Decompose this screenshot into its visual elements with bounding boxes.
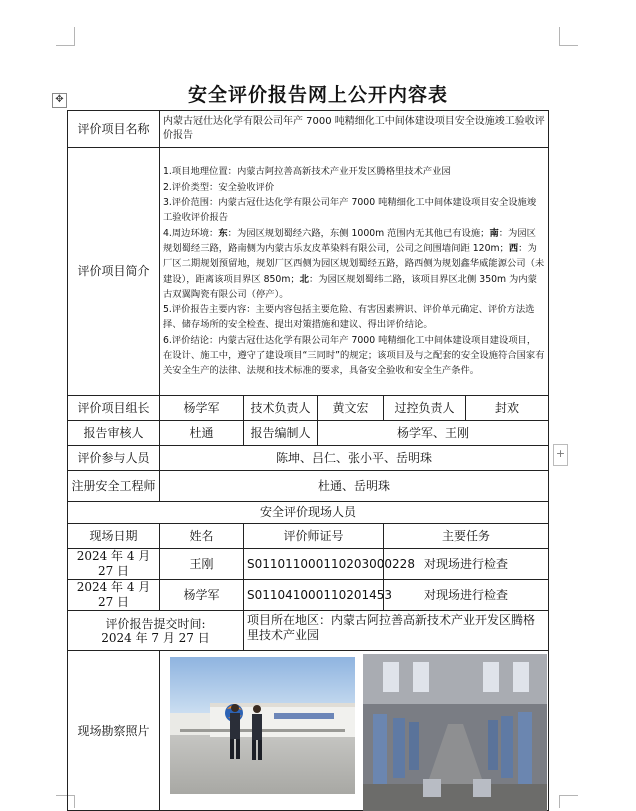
reviewer-label: 报告审核人 (68, 421, 160, 446)
engineer-label: 注册安全工程师 (68, 471, 160, 502)
submit-date: 2024 年 7 月 27 日 (101, 630, 210, 645)
project-name-label: 评价项目名称 (68, 111, 160, 148)
table-move-handle-icon[interactable]: ✥ (52, 93, 67, 108)
onsite-cert: S011011000110203000228 (244, 549, 384, 580)
participants-label: 评价参与人员 (68, 446, 160, 471)
row-reviewers (68, 421, 549, 446)
workshop-photo-icon (363, 654, 547, 811)
env-east: ：为园区规划蜀经六路，东侧 1000m 范围内无其他已有设施； (227, 227, 490, 239)
onsite-cert: S011041000110201453 (244, 580, 384, 611)
table-row (68, 549, 549, 580)
project-intro-label: 评价项目简介 (68, 148, 160, 396)
site-photo-workshop (363, 654, 547, 811)
env-north: ：为园区规划蜀纬二路，该项目界区北侧 350m 为内蒙古双翼陶瓷有限公司（停产）。 (163, 273, 537, 300)
row-leaders (68, 396, 549, 421)
engineer-value: 杜通、岳明珠 (160, 471, 549, 502)
env-north-label: 北 (299, 273, 309, 285)
table-row (68, 580, 549, 611)
row-photos (68, 651, 549, 811)
intro-item-scope: 3.评价范围：内蒙古冠仕达化学有限公司年产 7000 吨精细化工中间体建设项目安全设施竣工验收评价报告 (163, 197, 537, 224)
row-submit (68, 611, 549, 651)
onsite-date: 2024 年 4 月 27 日 (68, 580, 160, 611)
photos-label-text: 现场勘察照片 (77, 723, 150, 738)
crop-mark-top-left (56, 27, 75, 46)
site-photo-building (170, 657, 355, 794)
crop-mark-top-right (559, 27, 578, 46)
tech-lead-value: 黄文宏 (318, 396, 384, 421)
project-location: 项目所在地区：内蒙古阿拉善高新技术产业开发区腾格里技术产业园 (244, 611, 549, 651)
onsite-date: 2024 年 4 月 27 日 (68, 549, 160, 580)
onsite-section-label: 安全评价现场人员 (68, 502, 549, 524)
onsite-header-date: 现场日期 (68, 524, 160, 549)
env-south-label: 南 (489, 227, 499, 239)
row-project-intro (68, 148, 549, 396)
reviewer-value: 杜通 (160, 421, 244, 446)
project-intro-content (160, 148, 549, 396)
env-west: ：为厂区二期规划预留地，规划厂区西侧为园区规划蜀经五路，路西侧为规划鑫华威能源公司（未建设），距离该项目界区 850m； (163, 242, 545, 285)
building-photo-icon (170, 657, 355, 794)
env-west-label: 西 (508, 242, 519, 254)
leader-value: 杨学军 (160, 396, 244, 421)
disclosure-table (67, 110, 549, 811)
process-lead-label: 过控负责人 (384, 396, 466, 421)
onsite-header-task: 主要任务 (384, 524, 549, 549)
onsite-header-row (68, 524, 549, 549)
intro-item-location: 1.项目地理位置：内蒙古阿拉善高新技术产业开发区腾格里技术产业园 (163, 166, 451, 178)
onsite-name: 杨学军 (160, 580, 244, 611)
row-onsite-section (68, 502, 549, 524)
onsite-task: 对现场进行检查 (384, 580, 549, 611)
row-engineers (68, 471, 549, 502)
onsite-task: 对现场进行检查 (384, 549, 549, 580)
intro-item-conclusion: 6.评价结论：内蒙古冠仕达化学有限公司年产 7000 吨精细化工中间体建设项目建设项目，在设计、施工中，遵守了建设项目“三同时”的规定；该项目及与之配套的安全设施符合国家有关安全生产的法律、法规和技术标准的要求，具备安全验收和安全生产条件。 (163, 334, 545, 377)
submit-label: 评价报告提交时间: (105, 616, 206, 631)
project-name-value: 内蒙古冠仕达化学有限公司年产 7000 吨精细化工中间体建设项目安全设施竣工验收评价报告 (160, 111, 549, 148)
intro-item-content: 5.评价报告主要内容：主要内容包括主要危险、有害因素辨识、评价单元确定、评价方法选择、储存场所的安全检查、提出对策措施和建议、得出评价结论。 (163, 304, 535, 331)
env-east-label: 东 (218, 227, 228, 239)
env-prefix: 4.周边环境： (163, 227, 219, 239)
env-south: ：为园区规划蜀经三路，路南侧为内蒙古乐友皮革染料有限公司，公司之间围墙间距 120m； (163, 227, 536, 254)
process-lead-value: 封欢 (466, 396, 549, 421)
author-value: 杨学军、王刚 (318, 421, 549, 446)
add-column-icon[interactable]: + (553, 444, 568, 466)
author-label: 报告编制人 (244, 421, 318, 446)
photos-cell (160, 651, 549, 811)
tech-lead-label: 技术负责人 (244, 396, 318, 421)
onsite-header-name: 姓名 (160, 524, 244, 549)
intro-item-environment (163, 226, 545, 302)
intro-item-type: 2.评价类型：安全验收评价 (163, 181, 275, 193)
submit-cell (68, 611, 244, 651)
row-participants (68, 446, 549, 471)
onsite-name: 王刚 (160, 549, 244, 580)
crop-mark-bottom-right (559, 795, 578, 808)
participants-value: 陈坤、吕仁、张小平、岳明珠 (160, 446, 549, 471)
photos-label (68, 651, 160, 811)
page-title: 安全评价报告网上公开内容表 (187, 84, 448, 106)
onsite-header-cert: 评价师证号 (244, 524, 384, 549)
row-project-name (68, 111, 549, 148)
leader-label: 评价项目组长 (68, 396, 160, 421)
